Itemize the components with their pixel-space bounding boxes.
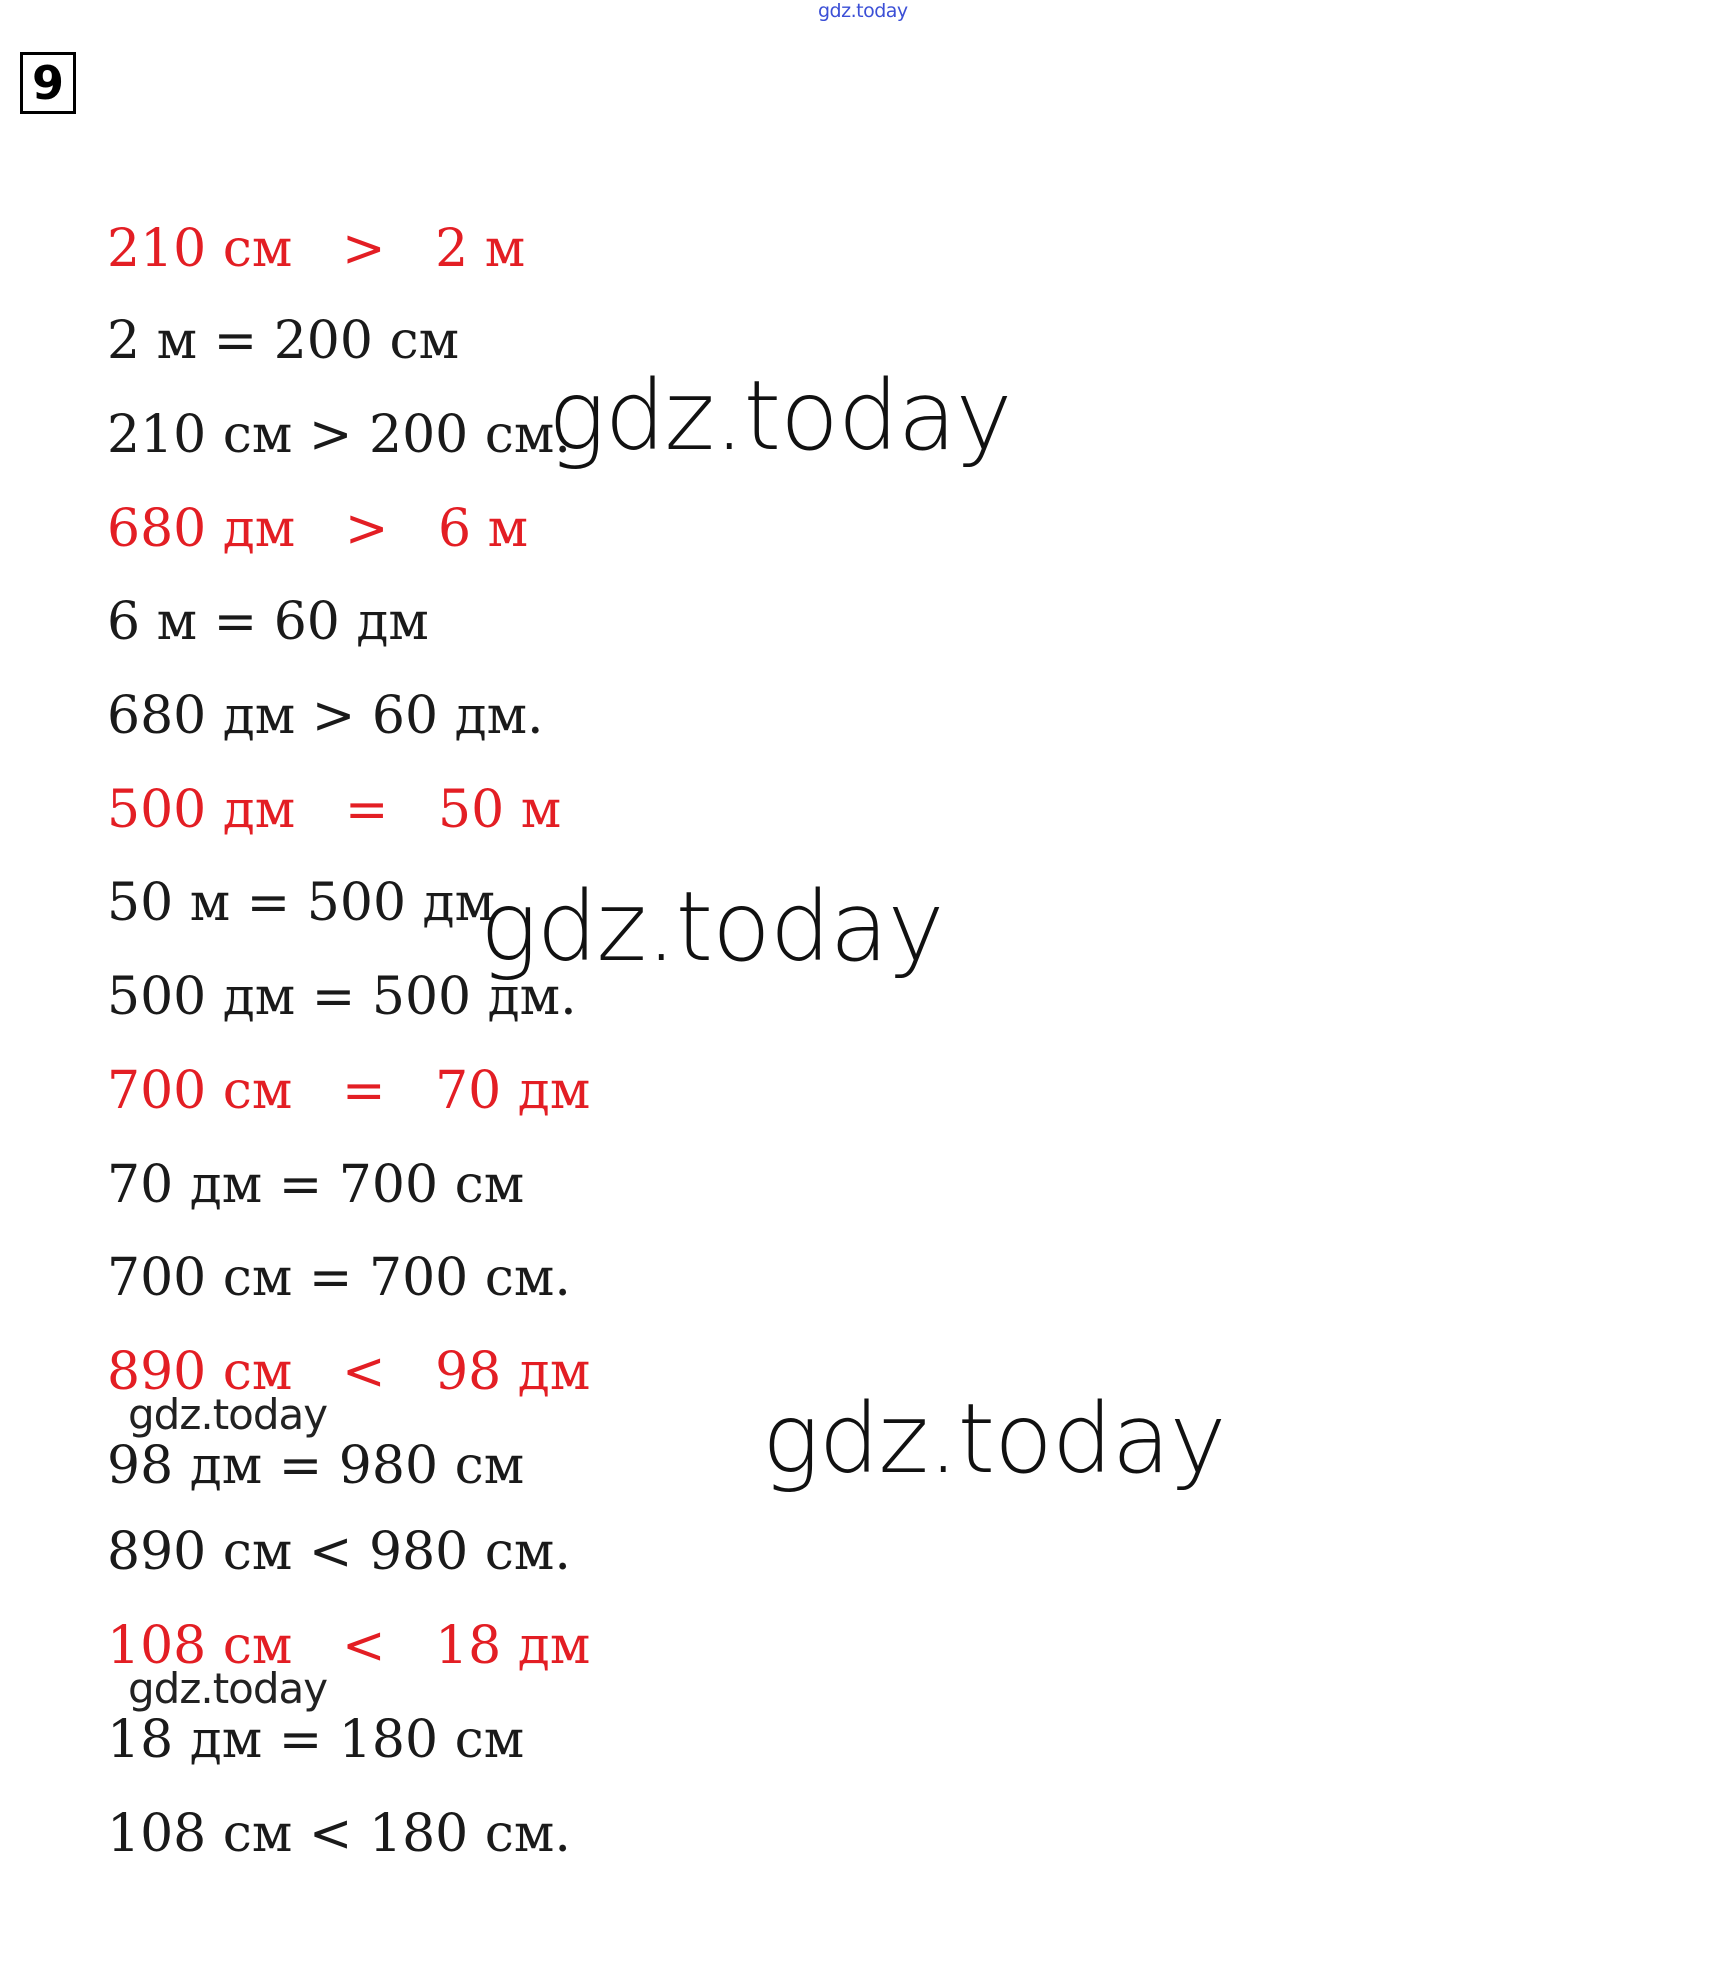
comparison-line: 680 дм > 6 м xyxy=(107,499,529,559)
result-line: 680 дм > 60 дм. xyxy=(107,686,544,746)
conversion-line: 18 дм = 180 см xyxy=(107,1710,525,1770)
comparison-line: 210 см > 2 м xyxy=(107,219,526,279)
watermark: gdz.today xyxy=(762,1383,1226,1495)
comparison-line: 890 см < 98 дм xyxy=(107,1342,591,1402)
conversion-line: 98 дм = 980 см xyxy=(107,1436,525,1496)
result-line: 700 см = 700 см. xyxy=(107,1248,571,1308)
conversion-line: 50 м = 500 дм xyxy=(107,873,496,933)
comparison-line: 500 дм = 50 м xyxy=(107,780,562,840)
result-line: 210 см > 200 см. xyxy=(107,405,571,465)
conversion-line: 6 м = 60 дм xyxy=(107,592,429,652)
result-line: 890 см < 980 см. xyxy=(107,1522,571,1582)
conversion-line: 2 м = 200 см xyxy=(107,311,460,371)
result-line: 108 см < 180 см. xyxy=(107,1804,571,1864)
conversion-line: 70 дм = 700 см xyxy=(107,1155,525,1215)
task-number-box: 9 xyxy=(20,52,76,114)
watermark: gdz.today xyxy=(548,360,1012,472)
watermark: gdz.today xyxy=(480,871,944,983)
watermark: gdz.today xyxy=(128,1664,328,1713)
top-watermark: gdz.today xyxy=(818,0,908,22)
result-line: 500 дм = 500 дм. xyxy=(107,967,577,1027)
watermark: gdz.today xyxy=(128,1390,328,1439)
comparison-line: 700 см = 70 дм xyxy=(107,1061,591,1121)
comparison-line: 108 см < 18 дм xyxy=(107,1616,591,1676)
